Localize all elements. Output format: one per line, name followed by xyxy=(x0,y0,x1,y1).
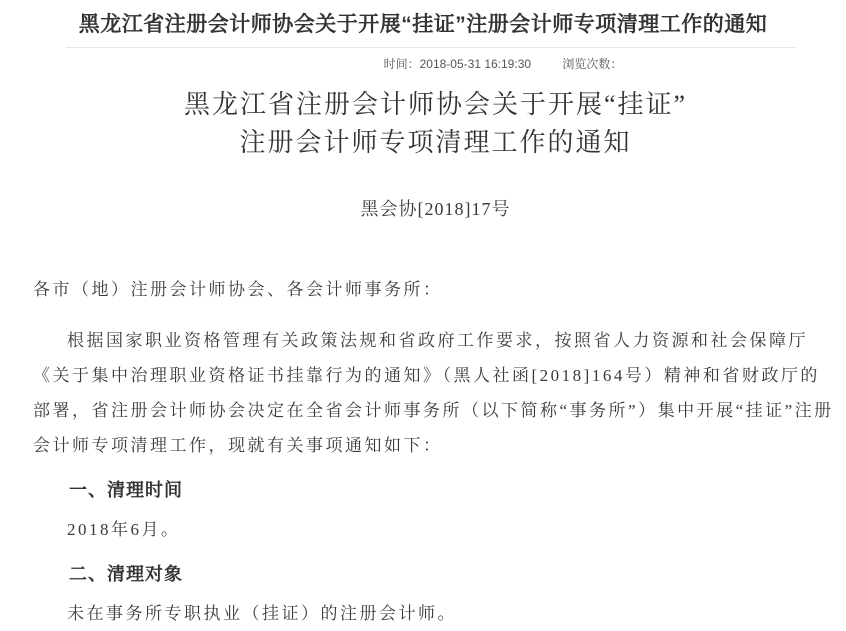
section-2-body: 未在事务所专职执业（挂证）的注册会计师。 xyxy=(67,604,457,623)
meta-bar xyxy=(0,48,846,74)
section-1-heading: 一、清理时间 xyxy=(69,480,183,500)
section-2-heading: 二、清理对象 xyxy=(69,564,183,584)
page-title: 黑龙江省注册会计师协会关于开展“挂证”注册会计师专项清理工作的通知 xyxy=(78,13,768,36)
article-body xyxy=(0,86,846,631)
article-title xyxy=(33,86,838,162)
article-title-line1: 黑龙江省注册会计师协会关于开展“挂证” xyxy=(183,90,688,119)
salutation: 各市（地）注册会计师协会、各会计师事务所： xyxy=(33,280,443,299)
section-1-body: 2018年6月。 xyxy=(67,520,181,539)
time-value: 2018-05-31 16:19:30 xyxy=(419,57,532,71)
article-title-line2: 注册会计师专项清理工作的通知 xyxy=(239,128,632,157)
time-label: 时间： xyxy=(383,57,420,71)
views-label: 浏览次数： xyxy=(562,57,623,71)
intro-paragraph: 根据国家职业资格管理有关政策法规和省政府工作要求，按照省人力资源和社会保障厅《关于集中治理职业资格证书挂靠行为的通知》（黑人社函[2018]164号）精神和省财政厅的部署，省注册会计师协会决定在全省会计师事务所（以下简称“事务所”）集中开展“挂证”注册会计师专项清理工作，现就有关事项通知如下： xyxy=(33,331,834,455)
doc-number: 黑会协[2018]17号 xyxy=(360,199,511,219)
